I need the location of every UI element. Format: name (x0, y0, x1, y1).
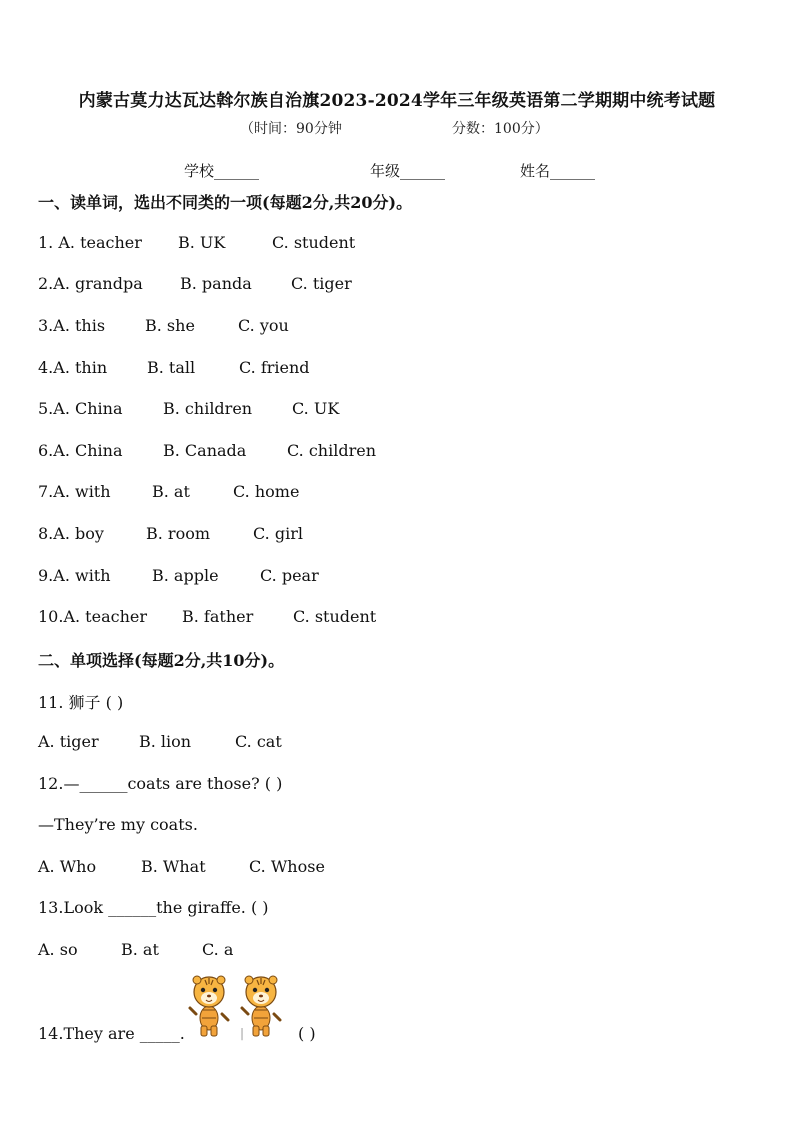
option-c: C. tiger (291, 274, 352, 293)
option-c: C. Whose (249, 857, 325, 876)
tiger-picture (186, 974, 290, 1044)
option-b: B. father (182, 607, 254, 626)
option-a: A. Who (38, 857, 97, 876)
divider-mark: | (240, 1026, 245, 1040)
option-b: B. tall (147, 358, 196, 377)
option-b: B. she (145, 316, 195, 335)
option-b: B. Canada (163, 441, 247, 460)
option-a: 7.A. with (38, 482, 111, 501)
option-c: C. cat (235, 732, 282, 751)
option-b: B. What (141, 857, 206, 876)
option-a: A. so (38, 940, 78, 959)
time-limit: （时间：90分钟 (240, 121, 342, 137)
option-a: 3.A. this (38, 316, 106, 335)
option-b: B. at (152, 482, 190, 501)
q14-stem: 14.They are _____. (38, 1024, 185, 1043)
q12-stem: 12.—______coats are those? ( ) (38, 774, 283, 793)
name-field: 姓名______ (520, 162, 596, 180)
q12-line2: —They’re my coats. (38, 815, 198, 834)
option-c: C. UK (292, 399, 340, 418)
option-a: 8.A. boy (38, 524, 104, 543)
option-c: C. pear (260, 566, 319, 585)
option-a: 9.A. with (38, 566, 111, 585)
grade-field: 年级______ (370, 162, 446, 180)
school-field: 学校______ (184, 162, 260, 180)
two-tigers-icon (186, 974, 290, 1040)
option-c: C. you (238, 316, 289, 335)
option-b: B. at (121, 940, 159, 959)
option-b: B. panda (180, 274, 252, 293)
option-a: 1. A. teacher (38, 233, 142, 252)
option-c: C. children (287, 441, 377, 460)
total-score: 分数：100分） (452, 121, 549, 137)
option-c: C. student (272, 233, 356, 252)
q13-stem: 13.Look ______the giraffe. ( ) (38, 898, 269, 917)
q14-answer-paren: ( ) (298, 1024, 316, 1043)
option-b: B. lion (139, 732, 192, 751)
option-a: A. tiger (38, 732, 99, 751)
option-a: 5.A. China (38, 399, 123, 418)
option-a: 4.A. thin (38, 358, 108, 377)
section2-heading: 二、单项选择(每题2分,共10分)。 (38, 651, 285, 670)
option-a: 2.A. grandpa (38, 274, 143, 293)
option-c: C. home (233, 482, 300, 501)
option-c: C. friend (239, 358, 310, 377)
option-c: C. girl (253, 524, 303, 543)
q11-stem: 11. 狮子 ( ) (38, 693, 124, 712)
option-a: 10.A. teacher (38, 607, 147, 626)
option-a: 6.A. China (38, 441, 123, 460)
option-b: B. apple (152, 566, 219, 585)
option-b: B. children (163, 399, 253, 418)
option-b: B. UK (178, 233, 226, 252)
exam-title: 内蒙古莫力达瓦达斡尔族自治旗2023-2024学年三年级英语第二学期期中统考试题 (78, 91, 716, 111)
option-c: C. student (293, 607, 377, 626)
option-c: C. a (202, 940, 234, 959)
option-b: B. room (146, 524, 211, 543)
section1-heading: 一、读单词，选出不同类的一项(每题2分,共20分)。 (38, 193, 413, 212)
